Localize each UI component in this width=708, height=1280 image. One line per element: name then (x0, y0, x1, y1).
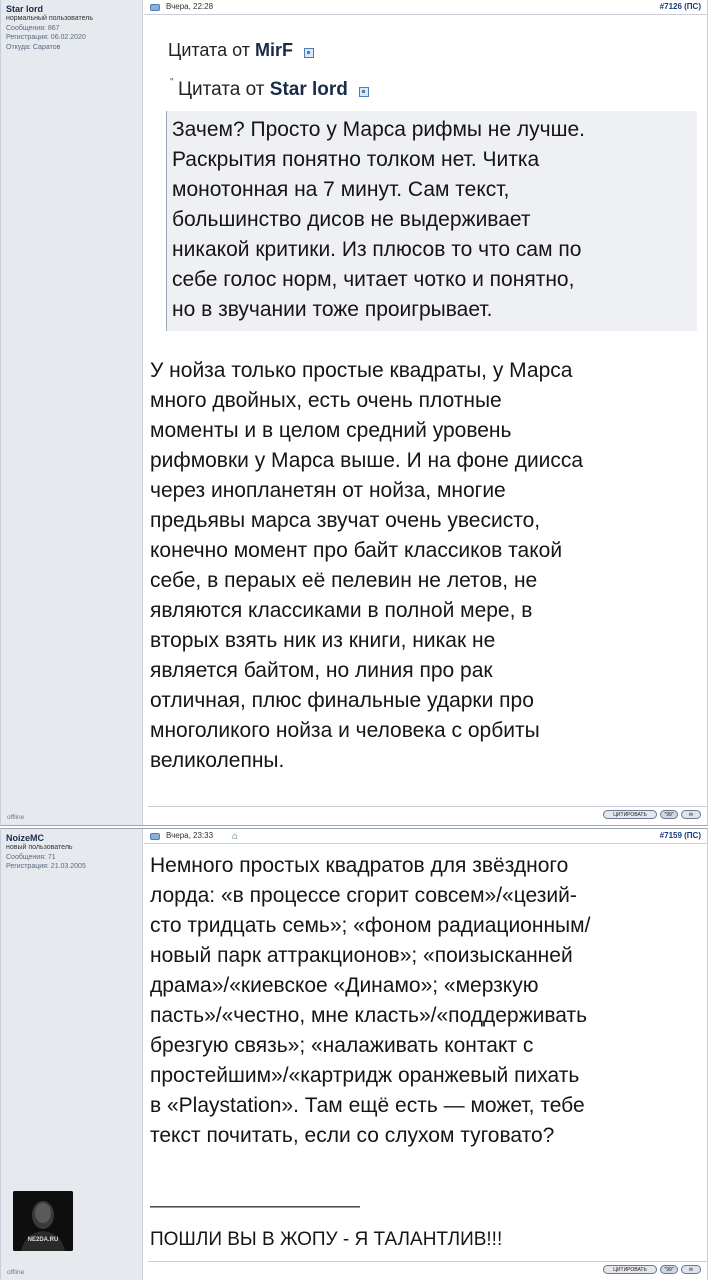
cite-button[interactable]: ЦИТИРОВАТЬ (603, 1265, 657, 1274)
text-line: вторых взять ник из книги, никак не (150, 629, 496, 652)
username-link[interactable]: Star lord (6, 4, 44, 14)
user-sidebar (1, 0, 143, 825)
text-line: сто тридцать семь»; «фоном радиационным/ (150, 914, 591, 937)
text-line: но в звучании тоже проигрывает. (172, 298, 493, 321)
online-status: offline (7, 1269, 25, 1276)
user-registered: Регистрация: 21.03.2005 (6, 863, 86, 870)
text-line: У нойза только простые квадраты, у Марса (150, 359, 573, 382)
text-line: никакой критики. Из плюсов то что сам по (172, 238, 582, 261)
text-line: предьявы марса звучат очень увесисто, (150, 509, 541, 532)
post-date: Вчера, 23:33 (166, 831, 214, 840)
user-meta (6, 14, 93, 52)
post-footer (148, 1261, 707, 1272)
post-body (150, 851, 590, 1151)
home-icon[interactable]: ⌂ (232, 831, 239, 842)
user-location: Откуда: Саратов (6, 43, 61, 51)
user-status: новый пользователь (6, 844, 73, 851)
text-line: великолепны. (150, 749, 285, 772)
text-line: большинство дисов не выдерживает (172, 208, 531, 231)
text-line: в «Playstation». Там ещё есть — может, тебе (150, 1094, 585, 1117)
view-post-icon[interactable] (304, 48, 314, 58)
post-actions (603, 1265, 701, 1274)
username-link[interactable]: NoizeMC (6, 833, 44, 843)
inner-quote-author[interactable]: Star lord (269, 79, 348, 100)
quote-body (166, 111, 697, 331)
post-header (144, 0, 707, 15)
text-line: простейшим»/«картридж оранжевый пихать (150, 1064, 580, 1087)
post-main (144, 0, 707, 825)
text-line: себе, в пераых её пелевин не летов, не (150, 569, 538, 592)
post-7159 (0, 828, 708, 1280)
post-header (144, 829, 707, 844)
post-actions (603, 810, 701, 819)
text-line: себе голос норм, читает чотко и понятно, (172, 268, 575, 291)
text-line: являются классиками в полной мере, в (150, 599, 533, 622)
quick-reply-button[interactable]: ✉ (681, 810, 701, 819)
avatar-caption: NE2DA.RU (27, 1237, 59, 1243)
message-icon (150, 833, 160, 840)
text-line: Немного простых квадратов для звёздного (150, 854, 569, 877)
post-body (150, 356, 583, 776)
text-line: Зачем? Просто у Марса рифмы не лучше. (172, 118, 585, 141)
view-post-icon[interactable] (359, 87, 369, 97)
text-line: Раскрытия понятно толком нет. Читка (172, 148, 540, 171)
post-number-link[interactable]: #7159 (ПС) (659, 831, 701, 840)
user-sidebar (1, 829, 143, 1280)
avatar[interactable] (13, 1191, 73, 1251)
avatar-image (13, 1191, 73, 1251)
text-line: пасть»/«честно, мне класть»/«поддерживать (150, 1004, 588, 1027)
quote-author[interactable]: MirF (254, 40, 293, 60)
text-line: текст почитать, если со слухом туговато? (150, 1124, 555, 1147)
inner-quote (166, 79, 697, 331)
text-line: моменты и в целом средний уровень (150, 419, 512, 442)
text-line: монотонная на 7 минут. Сам текст, (172, 178, 510, 201)
text-line: много двойных, есть очень плотные (150, 389, 502, 412)
text-line: отличная, плюс финальные ударки про (150, 689, 534, 712)
text-line: многоликого нойза и человека с орбиты (150, 719, 540, 742)
post-main (144, 829, 707, 1280)
user-meta (6, 843, 86, 872)
online-status: offline (7, 814, 25, 821)
signature-separator: —————————— (150, 1194, 360, 1217)
text-line: является байтом, но линия про рак (150, 659, 493, 682)
user-messages: Сообщения: 71 (6, 853, 56, 861)
cite-button[interactable]: ЦИТИРОВАТЬ (603, 810, 657, 819)
message-icon (150, 4, 160, 11)
text-line: лорда: «в процессе сгорит совсем»/«цезий- (150, 884, 577, 907)
text-line: конечно момент про байт классиков такой (150, 539, 563, 562)
outer-quote (166, 40, 697, 331)
text-line: брезгую связь»; «налаживать контакт с (150, 1034, 534, 1057)
multiquote-button[interactable]: "99" (660, 810, 678, 819)
multiquote-button[interactable]: "99" (660, 1265, 678, 1274)
user-registered: Регистрация: 06.02.2020 (6, 34, 86, 41)
signature: ПОШЛИ ВЫ В ЖОПУ - Я ТАЛАНТЛИВ!!! (150, 1229, 503, 1250)
text-line: через инопланетян от нойза, многие (150, 479, 506, 502)
post-number-link[interactable]: #7126 (ПС) (659, 2, 701, 11)
text-line: новый парк аттракционов»; «поизысканней (150, 944, 573, 967)
user-status: нормальный пользователь (6, 15, 94, 22)
quick-reply-button[interactable]: ✉ (681, 1265, 701, 1274)
text-line: драма»/«киевское «Динамо»; «мерзкую (150, 974, 539, 997)
user-messages: Сообщения: 867 (6, 24, 60, 32)
quote-header: Цитата от MirF (168, 40, 697, 61)
inner-quote-header: " Цитата от Star lord (178, 79, 697, 101)
post-footer (148, 806, 707, 817)
text-line: рифмовки у Марса выше. И на фоне диисса (150, 449, 584, 472)
post-date: Вчера, 22:28 (166, 2, 214, 11)
